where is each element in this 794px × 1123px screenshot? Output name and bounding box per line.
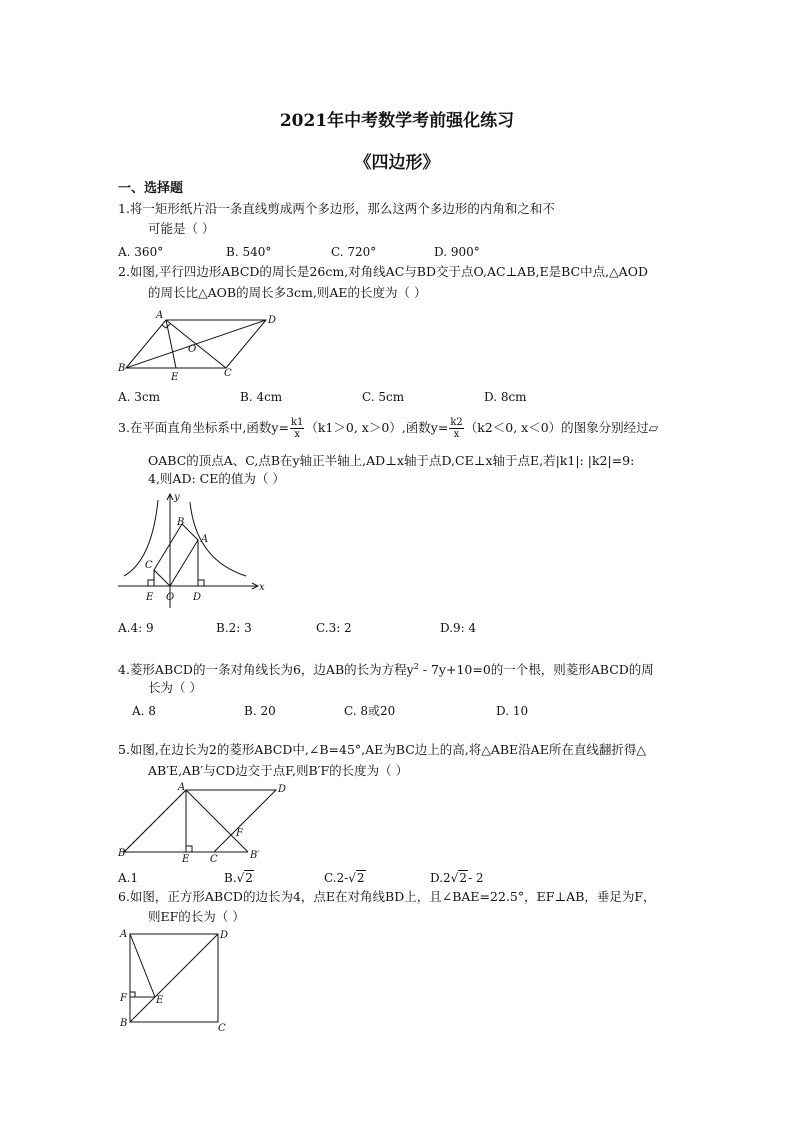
q1-line1: 1.将一矩形纸片沿一条直线剪成两个多边形，那么这两个多边形的内角和之和不 (118, 201, 555, 216)
q5-line1: 5.如图,在边长为2的菱形ABCD中,∠B=45°,AE为BC边上的高,将△ABE沿AE所在直线翻折得△ (118, 742, 646, 757)
q5-option-c-radicand: 2 (356, 871, 365, 885)
q3-coordinate-figure (118, 490, 268, 610)
q5-rhombus-abcd (124, 790, 276, 852)
q3-fraction-k1-denominator: x (294, 429, 300, 440)
q6-label-e: E (156, 995, 164, 1006)
q2-line1: 2.如图,平行四边形ABCD的周长是26cm,对角线AC与BD交于点O,AC⊥AB,E是BC中点,△AOD (118, 264, 648, 279)
q1-option-b: B. 540° (226, 245, 272, 259)
q3-suffix: （k2＜0, x＜0）的图象分别经过▱ (464, 420, 659, 435)
q1-option-d: D. 900° (434, 245, 480, 259)
q5-label-b: B (118, 848, 126, 859)
q3-fraction-k1-numerator: k1 (290, 417, 304, 428)
q1-line2: 可能是（ ） (148, 221, 215, 236)
q3-label-b: B (177, 517, 185, 528)
q5-option-c-label: C.2- (324, 871, 349, 885)
q3-right-angle-mark-d (198, 580, 204, 586)
q4-option-a: A. 8 (132, 704, 156, 718)
q6-square-figure (118, 928, 238, 1033)
q2-option-c: C. 5cm (362, 390, 405, 404)
q3-right-angle-mark-e (148, 580, 154, 586)
q3-label-e: E (146, 592, 154, 603)
q5-segment-ab-prime (186, 790, 248, 852)
q3-fraction-k2-denominator: x (453, 429, 460, 440)
q2-option-a: A. 3cm (118, 390, 161, 404)
q4-line1-part1: 4.菱形ABCD的一条对角线长为6，边AB的长为方程y (118, 662, 414, 678)
q2-label-e: E (171, 372, 179, 383)
q2-label-a: A (156, 310, 164, 321)
q5-dashed-ab (124, 790, 186, 852)
q5-option-b: B.√2 (224, 871, 253, 885)
q3-mid: （k1＞0, x＞0）,函数y= (305, 420, 449, 435)
q3-parallelogram-oabc (154, 524, 198, 586)
q3-label-y: y (174, 492, 180, 503)
q6-right-angle-mark (130, 992, 135, 997)
q5-option-d-radicand: 2 (459, 871, 467, 885)
q5-option-a: A.1 (118, 871, 139, 885)
q5-option-d: D.2√2- 2 (430, 871, 484, 885)
q4-option-d: D. 10 (496, 704, 529, 718)
q2-right-angle-mark (162, 324, 170, 328)
q5-label-a: A (178, 782, 186, 793)
q4-line1 (118, 659, 654, 678)
q3-curve-left (124, 500, 158, 576)
q2-parallelogram-figure (118, 308, 278, 382)
q5-option-b-radicand: 2 (245, 871, 253, 885)
q5-option-d-label: D.2 (430, 871, 451, 885)
q2-line2: 的周长比△AOB的周长多3cm,则AE的长度为（ ） (148, 285, 427, 300)
q6-label-f: F (120, 993, 127, 1004)
q6-label-b: B (120, 1018, 128, 1029)
q3-label-o: O (166, 592, 175, 603)
q3-fraction-k1 (290, 417, 304, 440)
q5-option-d-suffix: - 2 (467, 871, 484, 885)
q5-label-d: D (278, 784, 287, 795)
q3-option-d: D.9: 4 (440, 621, 477, 635)
q6-label-a: A (120, 929, 128, 940)
q1-option-c: C. 720° (331, 245, 377, 259)
q3-prefix: 3.在平面直角坐标系中,函数y= (118, 420, 289, 435)
q3-option-b: B.2: 3 (216, 621, 252, 635)
q2-label-b: B (118, 363, 126, 374)
q4-option-b: B. 20 (244, 704, 276, 718)
q6-line2: 则EF的长为（ ） (148, 909, 245, 924)
q2-label-d: D (268, 315, 277, 326)
q3-line3: 4,则AD: CE的值为（ ） (148, 471, 285, 486)
q3-label-x: x (259, 582, 265, 593)
page-subtitle: 《四边形》 (354, 153, 440, 173)
q6-label-d: D (220, 930, 229, 941)
q6-line1: 6.如图，正方形ABCD的边长为4，点E在对角线BD上，且∠BAE=22.5°，EF⊥AB，垂足为F， (118, 889, 656, 904)
q2-option-d: D. 8cm (484, 390, 527, 404)
q5-label-c: C (210, 854, 218, 865)
q6-label-c: C (218, 1023, 226, 1034)
page-title: 2021年中考数学考前强化练习 (279, 111, 515, 131)
q1-option-a: A. 360° (118, 245, 164, 259)
q3-line1 (118, 416, 658, 440)
q2-option-b: B. 4cm (240, 390, 283, 404)
q3-label-d: D (193, 592, 202, 603)
q3-option-a: A.4: 9 (118, 621, 154, 635)
q3-label-a: A (201, 534, 209, 545)
q3-line2: OABC的顶点A、C,点B在y轴正半轴上,AD⊥x轴于点D,CE⊥x轴于点E,若|k1|: |k2|=9: (148, 453, 635, 468)
q5-label-f: F (236, 828, 243, 839)
q3-option-c: C.3: 2 (316, 621, 352, 635)
q5-label-b-prime: B′ (250, 850, 260, 861)
q6-diagonal-bd (130, 934, 218, 1022)
q4-line1-part2: - 7y+10=0的一个根，则菱形ABCD的周 (418, 662, 654, 678)
q5-right-angle-mark (186, 846, 192, 852)
q5-rhombus-figure (118, 782, 287, 865)
q2-label-c: C (224, 368, 232, 379)
q4-line2: 长为（ ） (148, 680, 202, 695)
section-heading: 一、选择题 (118, 181, 184, 196)
q4-exponent: 2 (413, 662, 419, 671)
q3-fraction-k2 (449, 417, 463, 440)
q3-label-c: C (145, 560, 153, 571)
q2-label-o: O (188, 344, 197, 355)
q3-fraction-k2-numerator: k2 (450, 417, 463, 428)
q6-segment-ae (130, 934, 155, 997)
q5-label-e: E (182, 854, 190, 865)
q5-option-b-label: B. (224, 871, 237, 885)
q4-option-c: C. 8或20 (344, 704, 396, 718)
q5-option-c: C.2-√2 (324, 871, 365, 885)
q5-line2: AB′E,AB′与CD边交于点F,则B′F的长度为（ ） (148, 763, 409, 778)
